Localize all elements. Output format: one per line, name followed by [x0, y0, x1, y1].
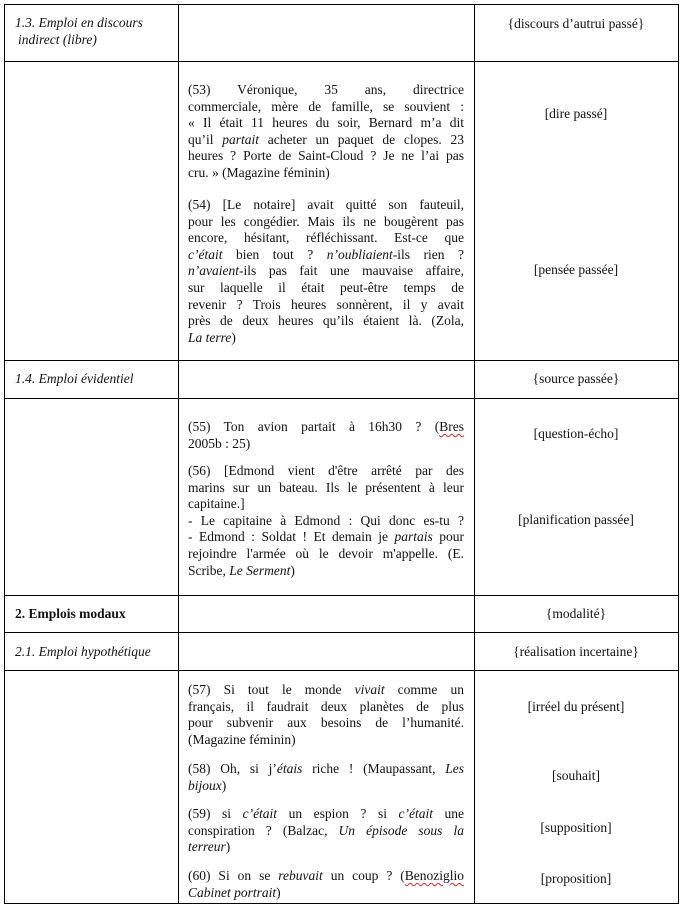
row-divider — [4, 360, 679, 361]
example-tag: [supposition] — [540, 820, 612, 835]
example-54: (54) [Le notaire] avait quitté son fauteuil, pour les congédier. Mais ils ne bougèrent pas encore, hésitant, réfléchissant. Est-ce que c’était bien tout ? n’oubliaient-ils rien ? n’avaient-ils pas fait une mauvaise affaire, sur laquelle il était peut-être temps de revenir ? Trois heures sonnèrent, il y avait près de deux heures qu’ils étaient là. (Zola, La terre) — [188, 197, 464, 345]
example-tag: [irréel du présent] — [527, 699, 625, 714]
example-tag: [planification passée] — [518, 512, 634, 527]
table-border-left — [4, 4, 5, 904]
example-tag: [question-écho] — [533, 426, 619, 441]
example-59: (59) si c’était un espion ? si c’était une conspiration ? (Balzac, Un épisode sous la terreur) — [188, 806, 465, 855]
column-divider — [178, 4, 179, 904]
row-divider — [4, 398, 679, 399]
example-58: (58) Oh, si j’étais riche ! (Maupassant, Les bijoux) — [188, 761, 464, 793]
example-tag: [souhait] — [552, 768, 600, 783]
category-label: {réalisation incertaine} — [513, 644, 639, 659]
category-label: {source passée} — [532, 371, 620, 386]
example-55: (55) Ton avion partait à 16h30 ? (Bres 2005b : 25) — [188, 419, 464, 451]
row-divider — [4, 632, 679, 633]
column-divider — [474, 4, 475, 904]
row-divider — [4, 61, 679, 62]
example-tag: [proposition] — [540, 871, 612, 886]
row-divider — [4, 670, 679, 671]
section-heading: 1.3. Emploi en discours indirect (libre) — [15, 15, 143, 47]
example-tag: [pensée passée] — [533, 262, 619, 277]
example-tag: [dire passé] — [544, 106, 608, 121]
example-53: (53) Véronique, 35 ans, directrice commerciale, mère de famille, se souvient : « Il était 11 heures du soir, Bernard m’a dit qu’il partait acheter un paquet de clopes. 23 heures ? Porte de Saint-Cloud ? Je ne l’ai pas cru. » (Magazine féminin) — [188, 82, 465, 180]
category-label: {modalité} — [545, 606, 607, 621]
section-heading: 1.4. Emploi évidentiel — [15, 371, 134, 386]
example-56: (56) [Edmond vient d'être arrêté par des marins sur un bateau. Ils le présentent à leur capitaine.] - Le capitaine à Edmond : Qui donc es-tu ? - Edmond : Soldat ! Et demain je partais pour rejoindre l'armée où le devoir m'appelle. (E. Scribe, Le Serment) — [188, 463, 464, 578]
category-label: {discours d’autrui passé} — [507, 16, 645, 31]
table-border-bottom — [4, 903, 679, 904]
table-border-right — [678, 4, 679, 904]
table-border-top — [4, 4, 679, 5]
section-heading: 2.1. Emploi hypothétique — [15, 644, 151, 659]
row-divider — [4, 595, 679, 596]
example-60: (60) Si on se rebuvait un coup ? (Benoziglio Cabinet portrait) — [188, 868, 465, 900]
example-57: (57) Si tout le monde vivait comme un français, il faudrait deux planètes de plus pour subvenir aux besoins de l’humanité. (Magazine féminin) — [188, 682, 464, 747]
section-heading: 2. Emplois modaux — [15, 606, 126, 621]
